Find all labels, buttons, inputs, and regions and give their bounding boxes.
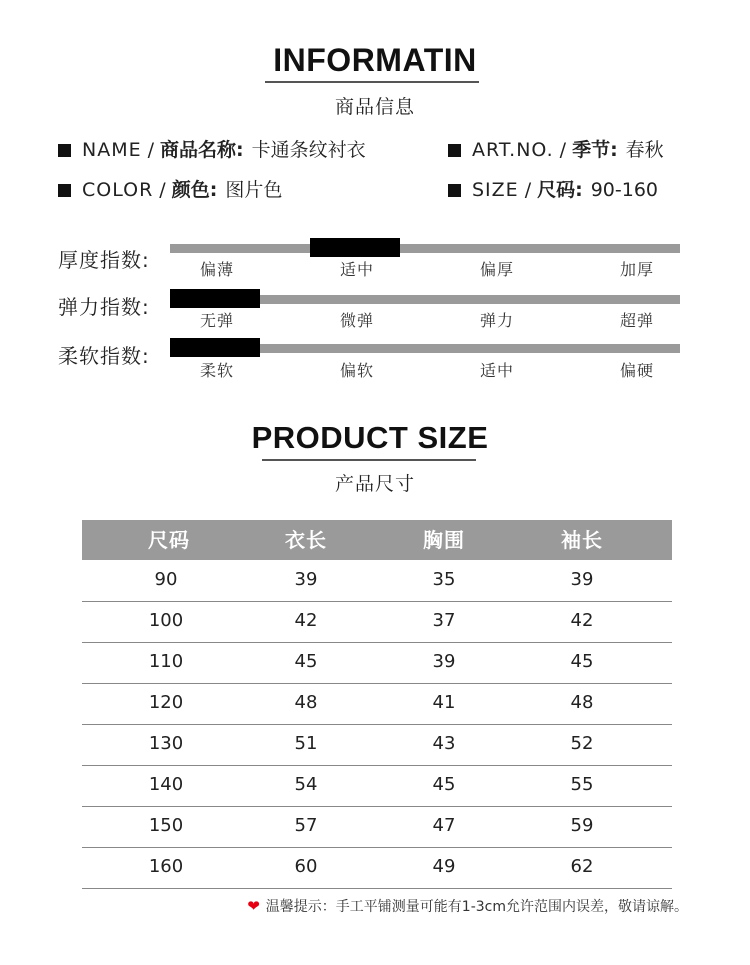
table-row xyxy=(82,642,672,684)
table-row xyxy=(82,806,672,848)
table-cell: 130 xyxy=(148,733,184,754)
info-size-cn: 尺码: xyxy=(537,179,583,201)
softness-option: 偏软 xyxy=(339,361,374,380)
info-color-cn: 颜色: xyxy=(171,179,218,201)
elasticity-option: 超弹 xyxy=(619,311,654,330)
header-chest: 胸围 xyxy=(423,528,465,552)
size-table xyxy=(82,520,672,877)
table-cell: 120 xyxy=(148,692,184,713)
information-title-underline xyxy=(265,81,479,83)
thickness-option: 加厚 xyxy=(619,260,654,279)
table-cell: 42 xyxy=(570,610,594,631)
info-size-sep: / xyxy=(524,179,532,201)
measurement-note xyxy=(247,896,688,916)
softness-index-label: 柔软指数: xyxy=(58,344,150,368)
table-cell: 39 xyxy=(570,569,594,590)
table-row xyxy=(82,724,672,766)
softness-index-marker xyxy=(170,338,260,357)
info-name-value: 卡通条纹衬衣 xyxy=(251,139,366,161)
information-title: INFORMATIN xyxy=(273,42,477,78)
table-cell: 45 xyxy=(570,651,594,672)
table-cell: 57 xyxy=(294,815,318,836)
table-cell: 45 xyxy=(432,774,456,795)
table-cell: 140 xyxy=(148,774,184,795)
table-cell: 51 xyxy=(294,733,318,754)
elasticity-index-marker xyxy=(170,289,260,308)
elasticity-option: 弹力 xyxy=(479,311,514,330)
table-cell: 42 xyxy=(294,610,318,631)
thickness-index-marker xyxy=(310,238,400,257)
table-cell: 35 xyxy=(432,569,456,590)
table-cell: 37 xyxy=(432,610,456,631)
square-bullet-icon xyxy=(58,144,71,157)
table-row xyxy=(82,683,672,725)
thickness-index-track xyxy=(170,244,680,253)
elasticity-index-label: 弹力指数: xyxy=(58,295,150,319)
table-cell: 160 xyxy=(148,856,184,877)
measurement-note-text: 温馨提示：手工平铺测量可能有1-3cm允许范围内误差，敬请谅解。 xyxy=(265,899,688,915)
table-cell: 55 xyxy=(570,774,594,795)
table-cell: 150 xyxy=(148,815,184,836)
info-art-no-en: ART.NO. xyxy=(472,139,554,161)
table-row xyxy=(82,560,672,602)
square-bullet-icon xyxy=(58,184,71,197)
info-size xyxy=(448,181,658,200)
table-cell: 100 xyxy=(148,610,184,631)
info-name-sep: / xyxy=(147,139,155,161)
table-cell: 41 xyxy=(432,692,456,713)
table-cell: 62 xyxy=(570,856,594,877)
table-cell: 90 xyxy=(154,569,178,590)
table-cell: 39 xyxy=(432,651,456,672)
table-row xyxy=(82,765,672,807)
table-cell: 47 xyxy=(432,815,456,836)
product-size-subtitle: 产品尺寸 xyxy=(334,473,415,495)
header-sleeve: 袖长 xyxy=(561,528,603,552)
table-cell: 60 xyxy=(294,856,318,877)
info-art-no xyxy=(448,141,664,160)
thickness-option: 适中 xyxy=(339,260,374,279)
info-art-no-sep: / xyxy=(559,139,567,161)
table-row xyxy=(82,601,672,643)
table-cell: 52 xyxy=(570,733,594,754)
table-cell: 48 xyxy=(294,692,318,713)
header-length: 衣长 xyxy=(285,528,327,552)
softness-option: 适中 xyxy=(479,361,514,380)
table-cell: 48 xyxy=(570,692,594,713)
heart-icon: ❤ xyxy=(247,897,260,915)
info-name-cn: 商品名称: xyxy=(160,139,244,161)
info-size-value: 90-160 xyxy=(590,179,659,201)
thickness-option: 偏厚 xyxy=(479,260,514,279)
header-size: 尺码 xyxy=(148,528,190,552)
square-bullet-icon xyxy=(448,144,461,157)
elasticity-option: 微弹 xyxy=(339,311,374,330)
softness-option: 偏硬 xyxy=(619,361,654,380)
table-cell: 39 xyxy=(294,569,318,590)
information-subtitle: 商品信息 xyxy=(334,96,415,118)
table-row xyxy=(82,847,672,889)
info-art-no-cn: 季节: xyxy=(572,139,618,161)
softness-option: 柔软 xyxy=(199,361,234,380)
square-bullet-icon xyxy=(448,184,461,197)
info-art-no-value: 春秋 xyxy=(625,139,664,161)
info-size-en: SIZE xyxy=(472,179,519,201)
table-cell: 54 xyxy=(294,774,318,795)
info-name-en: NAME xyxy=(82,139,142,161)
table-cell: 45 xyxy=(294,651,318,672)
table-cell: 110 xyxy=(148,651,184,672)
product-size-title: PRODUCT SIZE xyxy=(251,420,489,455)
info-color xyxy=(58,181,282,200)
info-color-value: 图片色 xyxy=(225,179,283,201)
table-cell: 49 xyxy=(432,856,456,877)
info-name xyxy=(58,141,366,160)
table-cell: 43 xyxy=(432,733,456,754)
info-color-en: COLOR xyxy=(82,179,154,201)
elasticity-option: 无弹 xyxy=(199,311,234,330)
thickness-option: 偏薄 xyxy=(199,260,234,279)
size-table-header xyxy=(82,520,672,560)
table-cell: 59 xyxy=(570,815,594,836)
info-color-sep: / xyxy=(159,179,166,201)
thickness-index-label: 厚度指数: xyxy=(58,248,150,272)
product-size-title-underline xyxy=(262,459,476,461)
